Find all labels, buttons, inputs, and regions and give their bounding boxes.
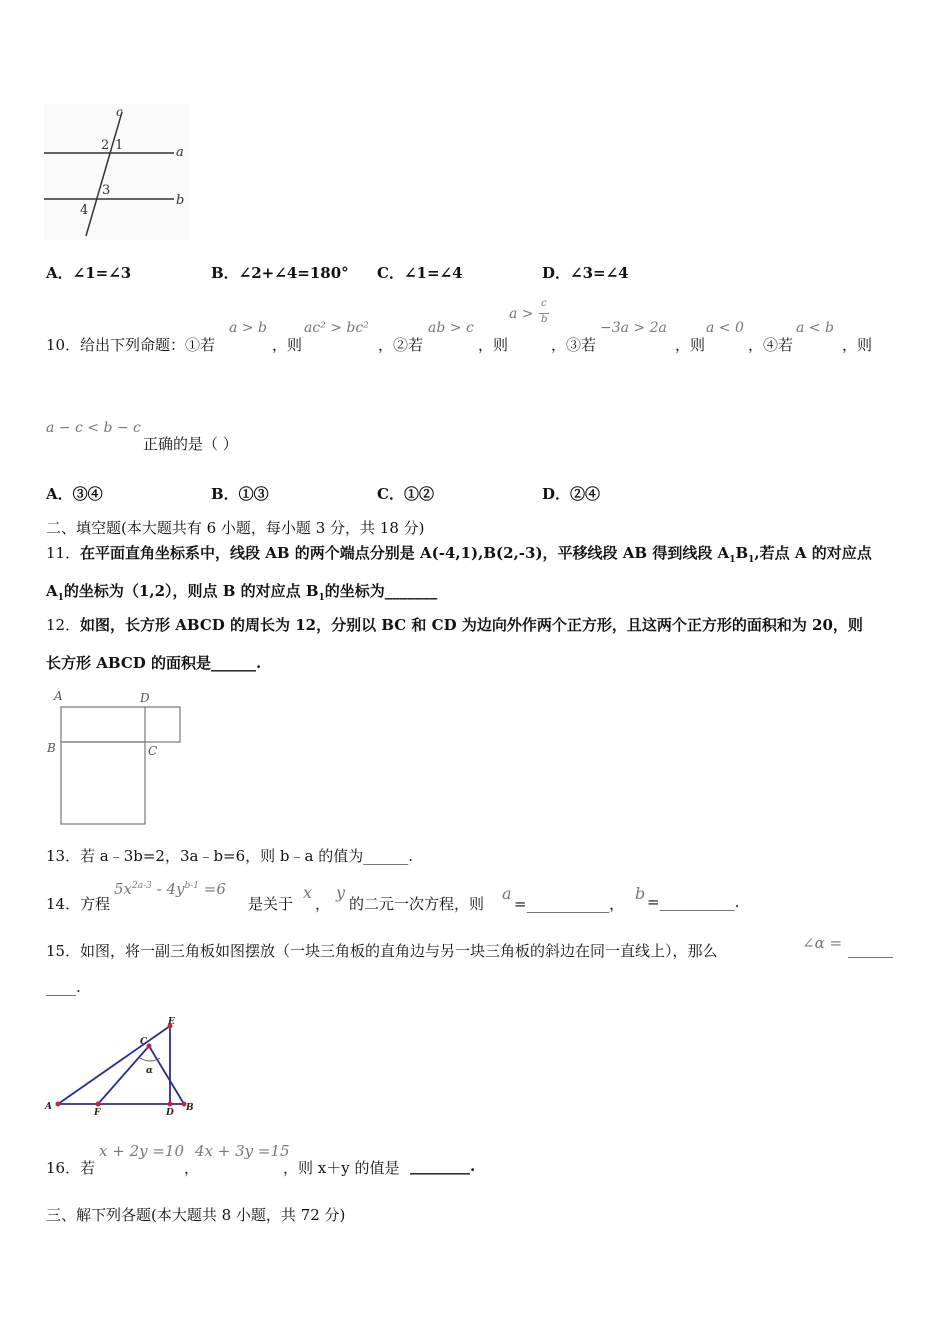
label-3: 3 — [102, 183, 111, 198]
q9-option-a: A．∠1=∠3 — [46, 264, 132, 282]
q10-math-4a: a > — [509, 306, 534, 322]
q14-eq-exp2: b-1 — [184, 881, 200, 891]
rectangle-squares-figure — [44, 684, 189, 829]
q11-end-1: ,若点 A 的对应点 — [754, 544, 872, 562]
fig15-label-a: A — [45, 1102, 52, 1112]
q13-number: 13． — [46, 847, 81, 865]
q14-var-x: x — [303, 883, 313, 902]
q15-line-2: ____. — [46, 978, 81, 996]
q15-number: 15． — [46, 942, 81, 960]
fig15-label-d: D — [166, 1108, 174, 1118]
q11-line-2 — [46, 580, 437, 603]
q11-mid-1: B — [735, 544, 749, 562]
q10-option-d: D．②④ — [542, 485, 601, 503]
label-1: 1 — [115, 138, 124, 153]
q10-option-c: C．①② — [377, 485, 434, 503]
q16-text-2: ，则 x＋y 的值是 — [283, 1159, 400, 1177]
fig12-label-b: B — [47, 741, 56, 755]
q10-option-b: B．①③ — [211, 485, 269, 503]
q10-math-2: ac² > bc² — [304, 320, 369, 336]
q10-text-6: ，则 — [675, 336, 706, 354]
q11-line-2b: 的坐标为（1,2），则点 B 的对应点 B — [63, 582, 319, 600]
fig15-label-f: F — [94, 1108, 101, 1118]
q14-text-5: =__________. — [647, 893, 740, 911]
q10-text-5: ，③若 — [551, 336, 597, 354]
q10-math-7: a < b — [796, 320, 834, 336]
label-a: a — [176, 145, 184, 160]
q10-text-3: ，②若 — [378, 336, 424, 354]
q10-text-8: ，则 — [842, 336, 873, 354]
q14-comma: ， — [315, 895, 331, 913]
label-b: b — [176, 193, 185, 208]
section-3-heading: 三、解下列各题(本大题共 8 小题，共 72 分) — [46, 1206, 346, 1224]
q14-eq-b: - 4y — [151, 880, 185, 898]
q11-line-1 — [80, 542, 872, 565]
parallel-lines-figure — [44, 104, 194, 244]
q16-equation-1: x + 2y =10 — [99, 1142, 185, 1160]
fig15-label-e: E — [168, 1017, 175, 1027]
q11-sub-4: 1 — [318, 593, 325, 603]
q9-option-d: D．∠3=∠4 — [542, 264, 629, 282]
q14-text-1: 方程 — [80, 895, 111, 913]
q10-math-8: a − c < b − c — [46, 420, 141, 436]
q14-text-3: 的二元一次方程，则 — [349, 895, 485, 913]
q10-text-7: ，④若 — [748, 336, 794, 354]
q16-equation-2: 4x + 3y =15 — [195, 1142, 290, 1160]
label-2: 2 — [101, 138, 110, 153]
q11-sub-2: 1 — [748, 555, 755, 565]
q16-text-3: ________. — [410, 1157, 476, 1175]
q12-line-1: 如图，长方形 ABCD 的周长为 12，分别以 BC 和 CD 为边向外作两个正方形，且这两个正方形的面积和为 20，则 — [80, 616, 863, 634]
q10-text-1: 给出下列命题：①若 — [80, 336, 216, 354]
fig15-label-b: B — [186, 1103, 194, 1113]
fig15-label-alpha: α — [146, 1066, 153, 1076]
q14-eq-exp1: 2a-3 — [132, 881, 152, 891]
q10-text-2: ，则 — [272, 336, 303, 354]
q10-math-5: −3a > 2a — [600, 320, 667, 336]
fig15-label-c: C — [140, 1037, 148, 1047]
q11-number: 11． — [46, 544, 81, 562]
q14-number: 14． — [46, 895, 81, 913]
q10-option-a: A．③④ — [46, 485, 103, 503]
q9-option-b: B．∠2+∠4=180° — [211, 264, 349, 282]
q14-text-4: =___________， — [514, 895, 625, 913]
q11-line-1-text: 在平面直角坐标系中，线段 AB 的两个端点分别是 A(-4,1),B(2,-3)，平移线段 AB 得到线段 A — [80, 544, 730, 562]
section-2-heading: 二、填空题(本大题共有 6 小题，每小题 3 分，共 18 分) — [46, 519, 425, 537]
q13-text: 若 a﹣3b=2，3a﹣b=6，则 b﹣a 的值为______. — [80, 847, 414, 865]
fig12-label-c: C — [148, 744, 158, 758]
q16-comma: ， — [184, 1159, 200, 1177]
q10-number: 10． — [46, 336, 81, 354]
q11-line-2a: A — [46, 582, 58, 600]
q15-blank: ______ — [848, 940, 893, 958]
q12-line-2: 长方形 ABCD 的面积是______. — [46, 654, 262, 672]
q10-math-6: a < 0 — [706, 320, 744, 336]
set-squares-figure — [42, 1014, 202, 1120]
q12-number: 12． — [46, 616, 81, 634]
q11-line-2c: 的坐标为_______ — [324, 582, 438, 600]
q14-var-a: a — [502, 884, 512, 903]
label-c: c — [116, 105, 123, 119]
q14-eq-c: =6 — [199, 880, 226, 898]
q15-angle: ∠α = — [802, 934, 843, 952]
q16-number: 16． — [46, 1159, 81, 1177]
q10-math-1: a > b — [229, 320, 267, 336]
q10-math-4c: c — [541, 298, 547, 309]
q14-equation — [114, 880, 226, 898]
fig12-label-a: A — [54, 689, 63, 703]
q15-line-1: 如图，将一副三角板如图摆放（一块三角板的直角边与另一块三角板的斜边在同一直线上），那么 — [80, 942, 718, 960]
q11-sub-3: 1 — [57, 593, 64, 603]
q10-math-3: ab > c — [428, 320, 474, 336]
q16-text-1: 若 — [80, 1159, 96, 1177]
q14-var-y: y — [336, 883, 346, 902]
q10-math-4b: b — [541, 314, 548, 325]
q9-option-c: C．∠1=∠4 — [377, 264, 463, 282]
q14-eq-a: 5x — [114, 880, 133, 898]
fig12-label-d: D — [140, 691, 150, 705]
q14-text-2: 是关于 — [248, 895, 294, 913]
q11-sub-1: 1 — [729, 555, 736, 565]
label-4: 4 — [80, 203, 89, 218]
q10-text-9: 正确的是（ ） — [143, 435, 238, 453]
q10-text-4: ，则 — [478, 336, 509, 354]
q14-var-b: b — [635, 884, 646, 903]
